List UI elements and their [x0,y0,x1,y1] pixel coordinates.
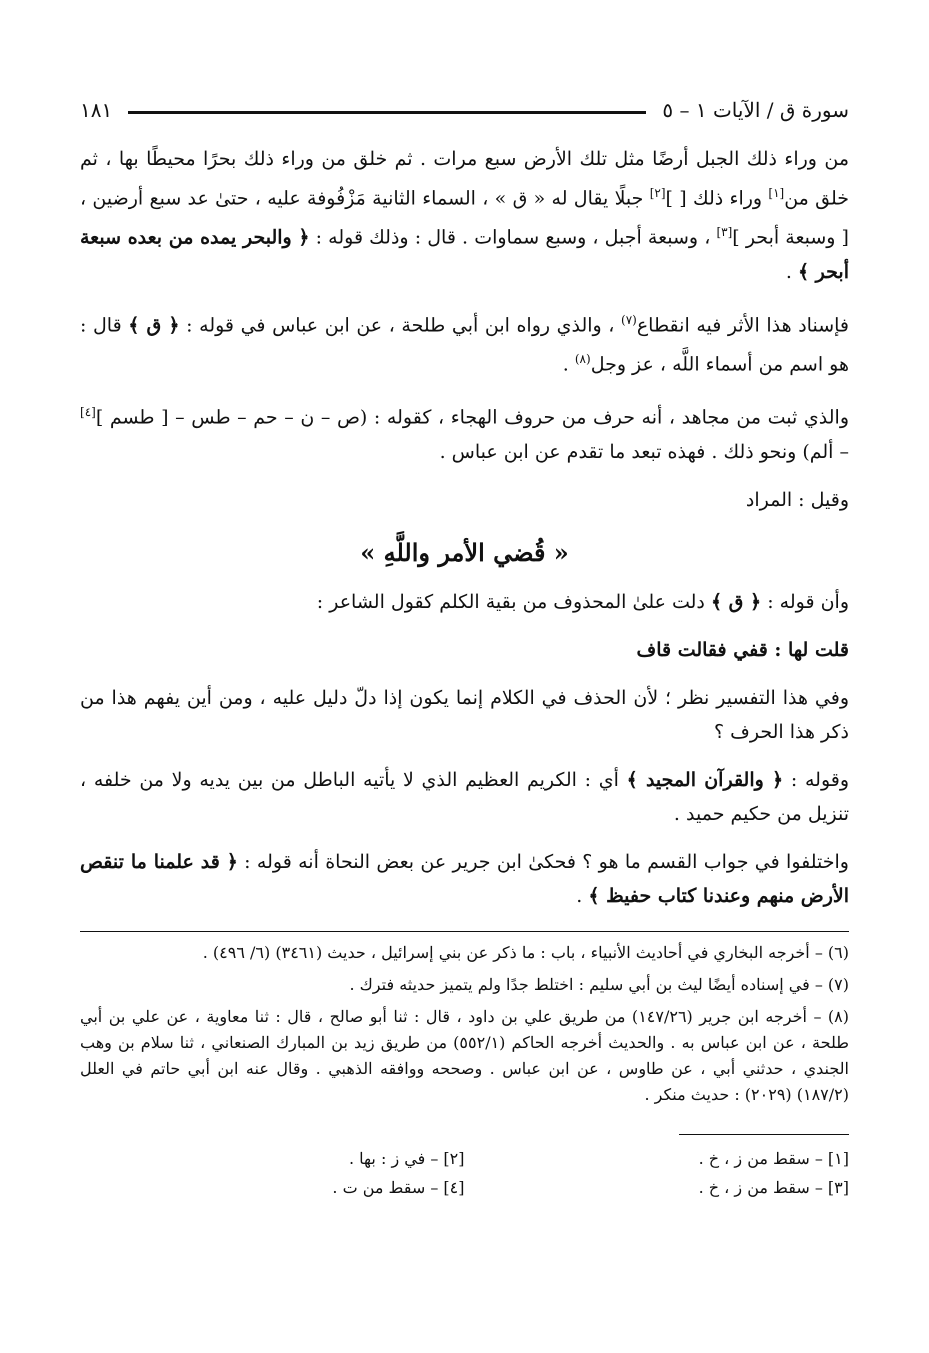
variant-note: [٣] – سقط من ز ، خ . [698,1177,849,1197]
text: أي : الكريم العظيم الذي لا يأتيه الباطل من بين يديه ولا من خلفه ، تنزيل من حكيم حميد . [80,768,849,825]
variant-note: [٤] – سقط من ت . [332,1177,465,1197]
text: وراء ذلك [ ] [665,187,769,210]
variant-marker: [٤] [80,405,96,420]
paragraph-1 [80,142,849,289]
header-rule [128,111,646,114]
variant-marker: [٣] [716,225,733,240]
quran-quote: ﴿ والبحر يمده من بعده سبعة أبحر ﴾ [80,226,849,283]
text: واختلفوا في جواب القسم ما هو ؟ فحكىٰ ابن جرير عن بعض النحاة أنه قوله : [237,850,849,873]
variant-notes [80,1149,849,1197]
text: قال : هو اسم من أسماء اللَّه ، عز وجل [80,313,849,376]
paragraph-2 [80,303,849,382]
footnote-marker: (٧) [621,312,637,327]
footnote: (٨) – أخرجه ابن جرير (١٤٧/٢٦) من طريق علي بن داود ، قال : ثنا أبو صالح ، قال : ثنا معاوية ، عن علي بن أبي طلحة ، عن ابن عباس به . والحديث أخرجه الحاكم (٥٥٢/١) من طريق زيد بن المبارك الصنعاني ، ثنا سلام بن وهب الجندي ، حدثني أبي ، عن طاوس ، عن ابن عباس . وصححه ووافقه الذهبي . وقال عنه ابن أبي حاتم في العلل (١٨٧/٢) (٢٠٢٩) : حديث منكر . [80,1006,850,1104]
paragraph-4: وقيل : المراد [745,488,849,511]
text: فإسناد هذا الأثر فيه انقطاع [636,313,849,336]
variant-note: [٢] – في ز : بها . [349,1148,465,1168]
running-title: سورة ق / الآيات ١ – ٥ [662,98,849,122]
text: . [576,884,589,907]
text: دلت علىٰ المحذوف من بقية الكلم كقول الشاعر : [316,590,711,613]
footnote: (٧) – في إسناده أيضًا ليث بن أبي سليم : اختلط جدًا ولم يتميز حديثه فترك . [349,974,849,994]
variants-separator [679,1134,849,1135]
quran-quote: ﴿ قد علمنا ما تنقص الأرض منهم وعندنا كتاب حفيظ ﴾ [80,850,849,907]
text: . [562,353,575,376]
quran-quote: ﴿ والقرآن المجيد ﴾ [626,768,784,791]
text: ، والذي رواه ابن أبي طلحة ، عن ابن عباس في قوله : [179,313,622,336]
text: من وراء ذلك الجبل أرضًا مثل تلك الأرض سبع مرات . ثم خلق من وراء ذلك بحرًا محيطًا بها ، ثم خلق من [80,148,850,210]
footnote-marker: (٨) [574,351,591,366]
poetry-line: قلت لها : قفي فقالت قاف [636,638,849,661]
page-header [80,88,849,122]
paragraph-3 [80,395,849,468]
paragraph-5 [80,585,849,619]
paragraph-8 [80,763,849,831]
text: والذي ثبت من مجاهد ، أنه حرف من حروف الهجاء ، كقوله : (ص – ن – حم – طس – [ طسم ] [95,406,849,429]
footnote: (٦) – أخرجه البخاري في أحاديث الأنبياء ، باب : ما ذكر عن بني إسرائيل ، حديث (٣٤٦١) (٦/ ٤٩٦) . [202,942,849,962]
variant-marker: [١] [768,186,785,200]
paragraph-9 [80,845,849,913]
text: . [785,260,798,283]
quran-quote: ﴿ ق ﴾ [710,590,762,613]
paragraph-7: وفي هذا التفسير نظر ؛ لأن الحذف في الكلام إنما يكون إذا دلّ دليل عليه ، ومن أين يفهم هذا من ذكر هذا الحرف ؟ [80,686,849,743]
text: جبلًا يقال له « ق » ، السماء الثانية مَزْفُوفة عليه ، حتىٰ عد سبع أرضين ، [ وسبعة أبحر ] [80,187,849,249]
variant-marker: [٢] [649,186,666,200]
text: وقوله : [783,768,850,791]
quran-quote: ﴿ ق ﴾ [128,313,180,336]
footnote-separator [80,931,849,932]
text: – ألم) ونحو ذلك . فهذه تبعد ما تقدم عن ابن عباس . [439,440,849,463]
text: ، وسبعة أجبل ، وسبع سماوات . قال : وذلك قوله : [309,226,717,249]
page-number: ١٨١ [80,98,113,122]
text: وأن قوله : [761,590,849,613]
variant-note: [١] – سقط من ز ، خ . [698,1148,849,1168]
section-heading: « قُضي الأمر واللَّهِ » [360,537,569,567]
